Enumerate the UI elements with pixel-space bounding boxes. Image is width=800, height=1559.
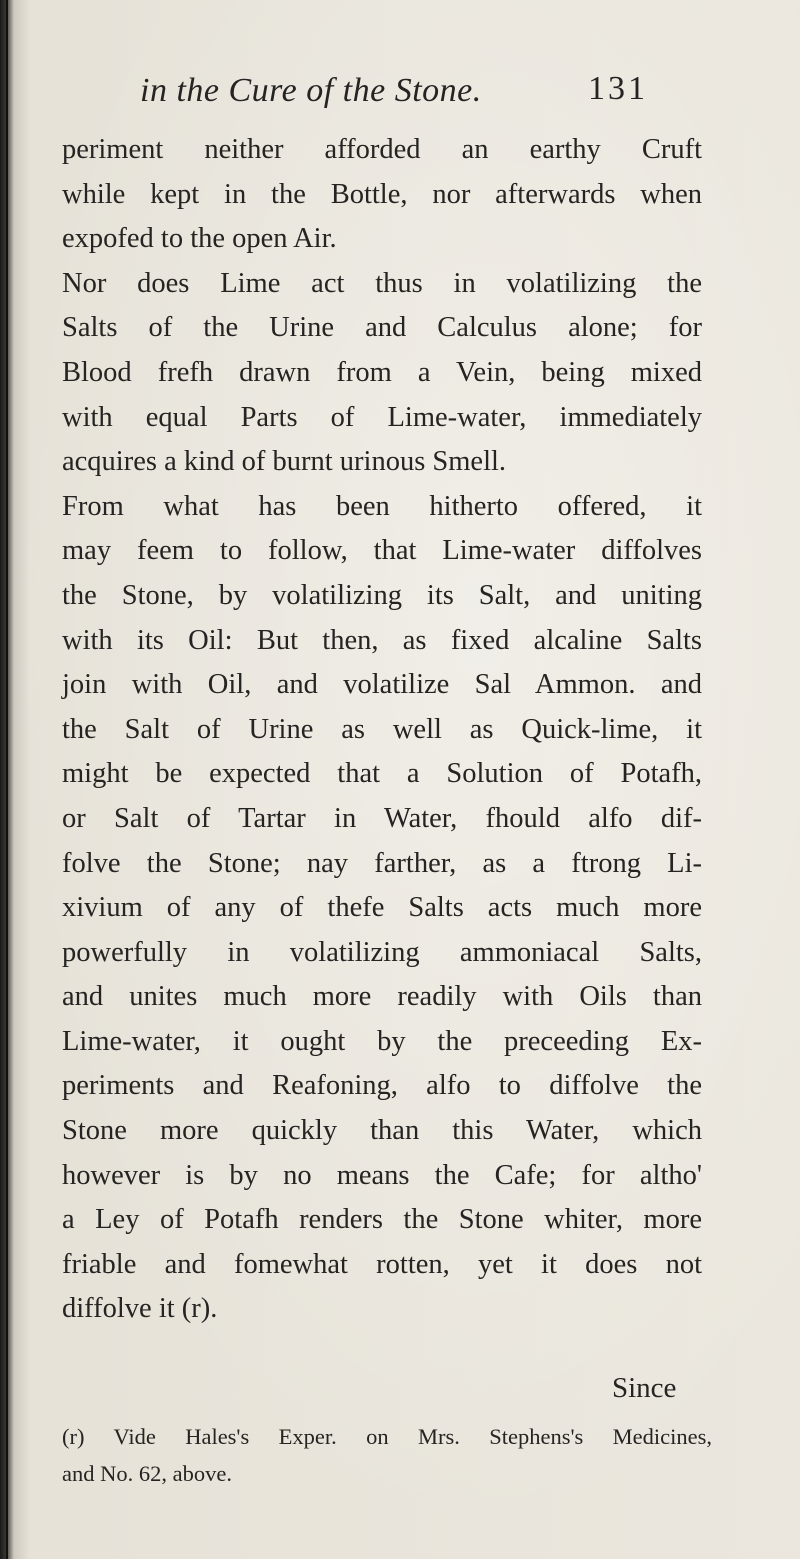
text-line: with equal Parts of Lime-water, immediately <box>62 401 702 433</box>
text-line: the Stone, by volatilizing its Salt, and uniting <box>62 579 702 611</box>
text-line: Salts of the Urine and Calculus alone; for <box>62 312 702 344</box>
text-line: with its Oil: But then, as fixed alcaline Salts <box>62 624 702 656</box>
text-line: might be expected that a Solution of Potafh, <box>62 758 702 790</box>
text-line: may feem to follow, that Lime-water diffolves <box>62 535 702 567</box>
text-line: periment neither afforded an earthy Cruft <box>62 134 702 165</box>
text-line: acquires a kind of burnt urinous Smell. <box>62 446 507 478</box>
text-line: and unites much more readily with Oils than <box>62 981 702 1013</box>
catchword: Since <box>612 1372 677 1404</box>
text-line: expofed to the open Air. <box>62 223 337 255</box>
page-number: 131 <box>588 70 648 107</box>
footnote-line: and No. 62, above. <box>62 1461 232 1486</box>
text-line: friable and fomewhat rotten, yet it does not <box>62 1248 702 1280</box>
text-line: however is by no means the Cafe; for altho' <box>62 1159 702 1191</box>
text-line: periments and Reafoning, alfo to diffolve the <box>62 1070 702 1102</box>
text-line: xivium of any of thefe Salts acts much more <box>62 892 702 924</box>
text-line: From what has been hitherto offered, it <box>62 490 702 522</box>
footnote <box>62 1418 712 1492</box>
text-line: Stone more quickly than this Water, which <box>62 1115 702 1147</box>
text-line: Nor does Lime act thus in volatilizing the <box>62 267 702 299</box>
running-title: in the Cure of the Stone. <box>140 72 482 109</box>
text-line: while kept in the Bottle, nor afterwards when <box>62 178 702 210</box>
text-line: Lime-water, it ought by the preceeding Ex- <box>62 1025 702 1057</box>
text-line: folve the Stone; nay farther, as a ftrong Li- <box>62 847 702 879</box>
text-line: join with Oil, and volatilize Sal Ammon. and <box>62 669 702 701</box>
text-line: Blood frefh drawn from a Vein, being mixed <box>62 356 702 388</box>
text-line: or Salt of Tartar in Water, fhould alfo dif- <box>62 802 702 834</box>
footnote-line: (r) Vide Hales's Exper. on Mrs. Stephens's Medicines, <box>62 1424 712 1449</box>
text-line: the Salt of Urine as well as Quick-lime, it <box>62 713 702 745</box>
text-line: powerfully in volatilizing ammoniacal Salts, <box>62 936 702 968</box>
text-line: a Ley of Potafh renders the Stone whiter, more <box>62 1204 702 1236</box>
body-text <box>62 128 702 1332</box>
text-line: diffolve it (r). <box>62 1293 218 1325</box>
page-gutter <box>6 0 8 1559</box>
